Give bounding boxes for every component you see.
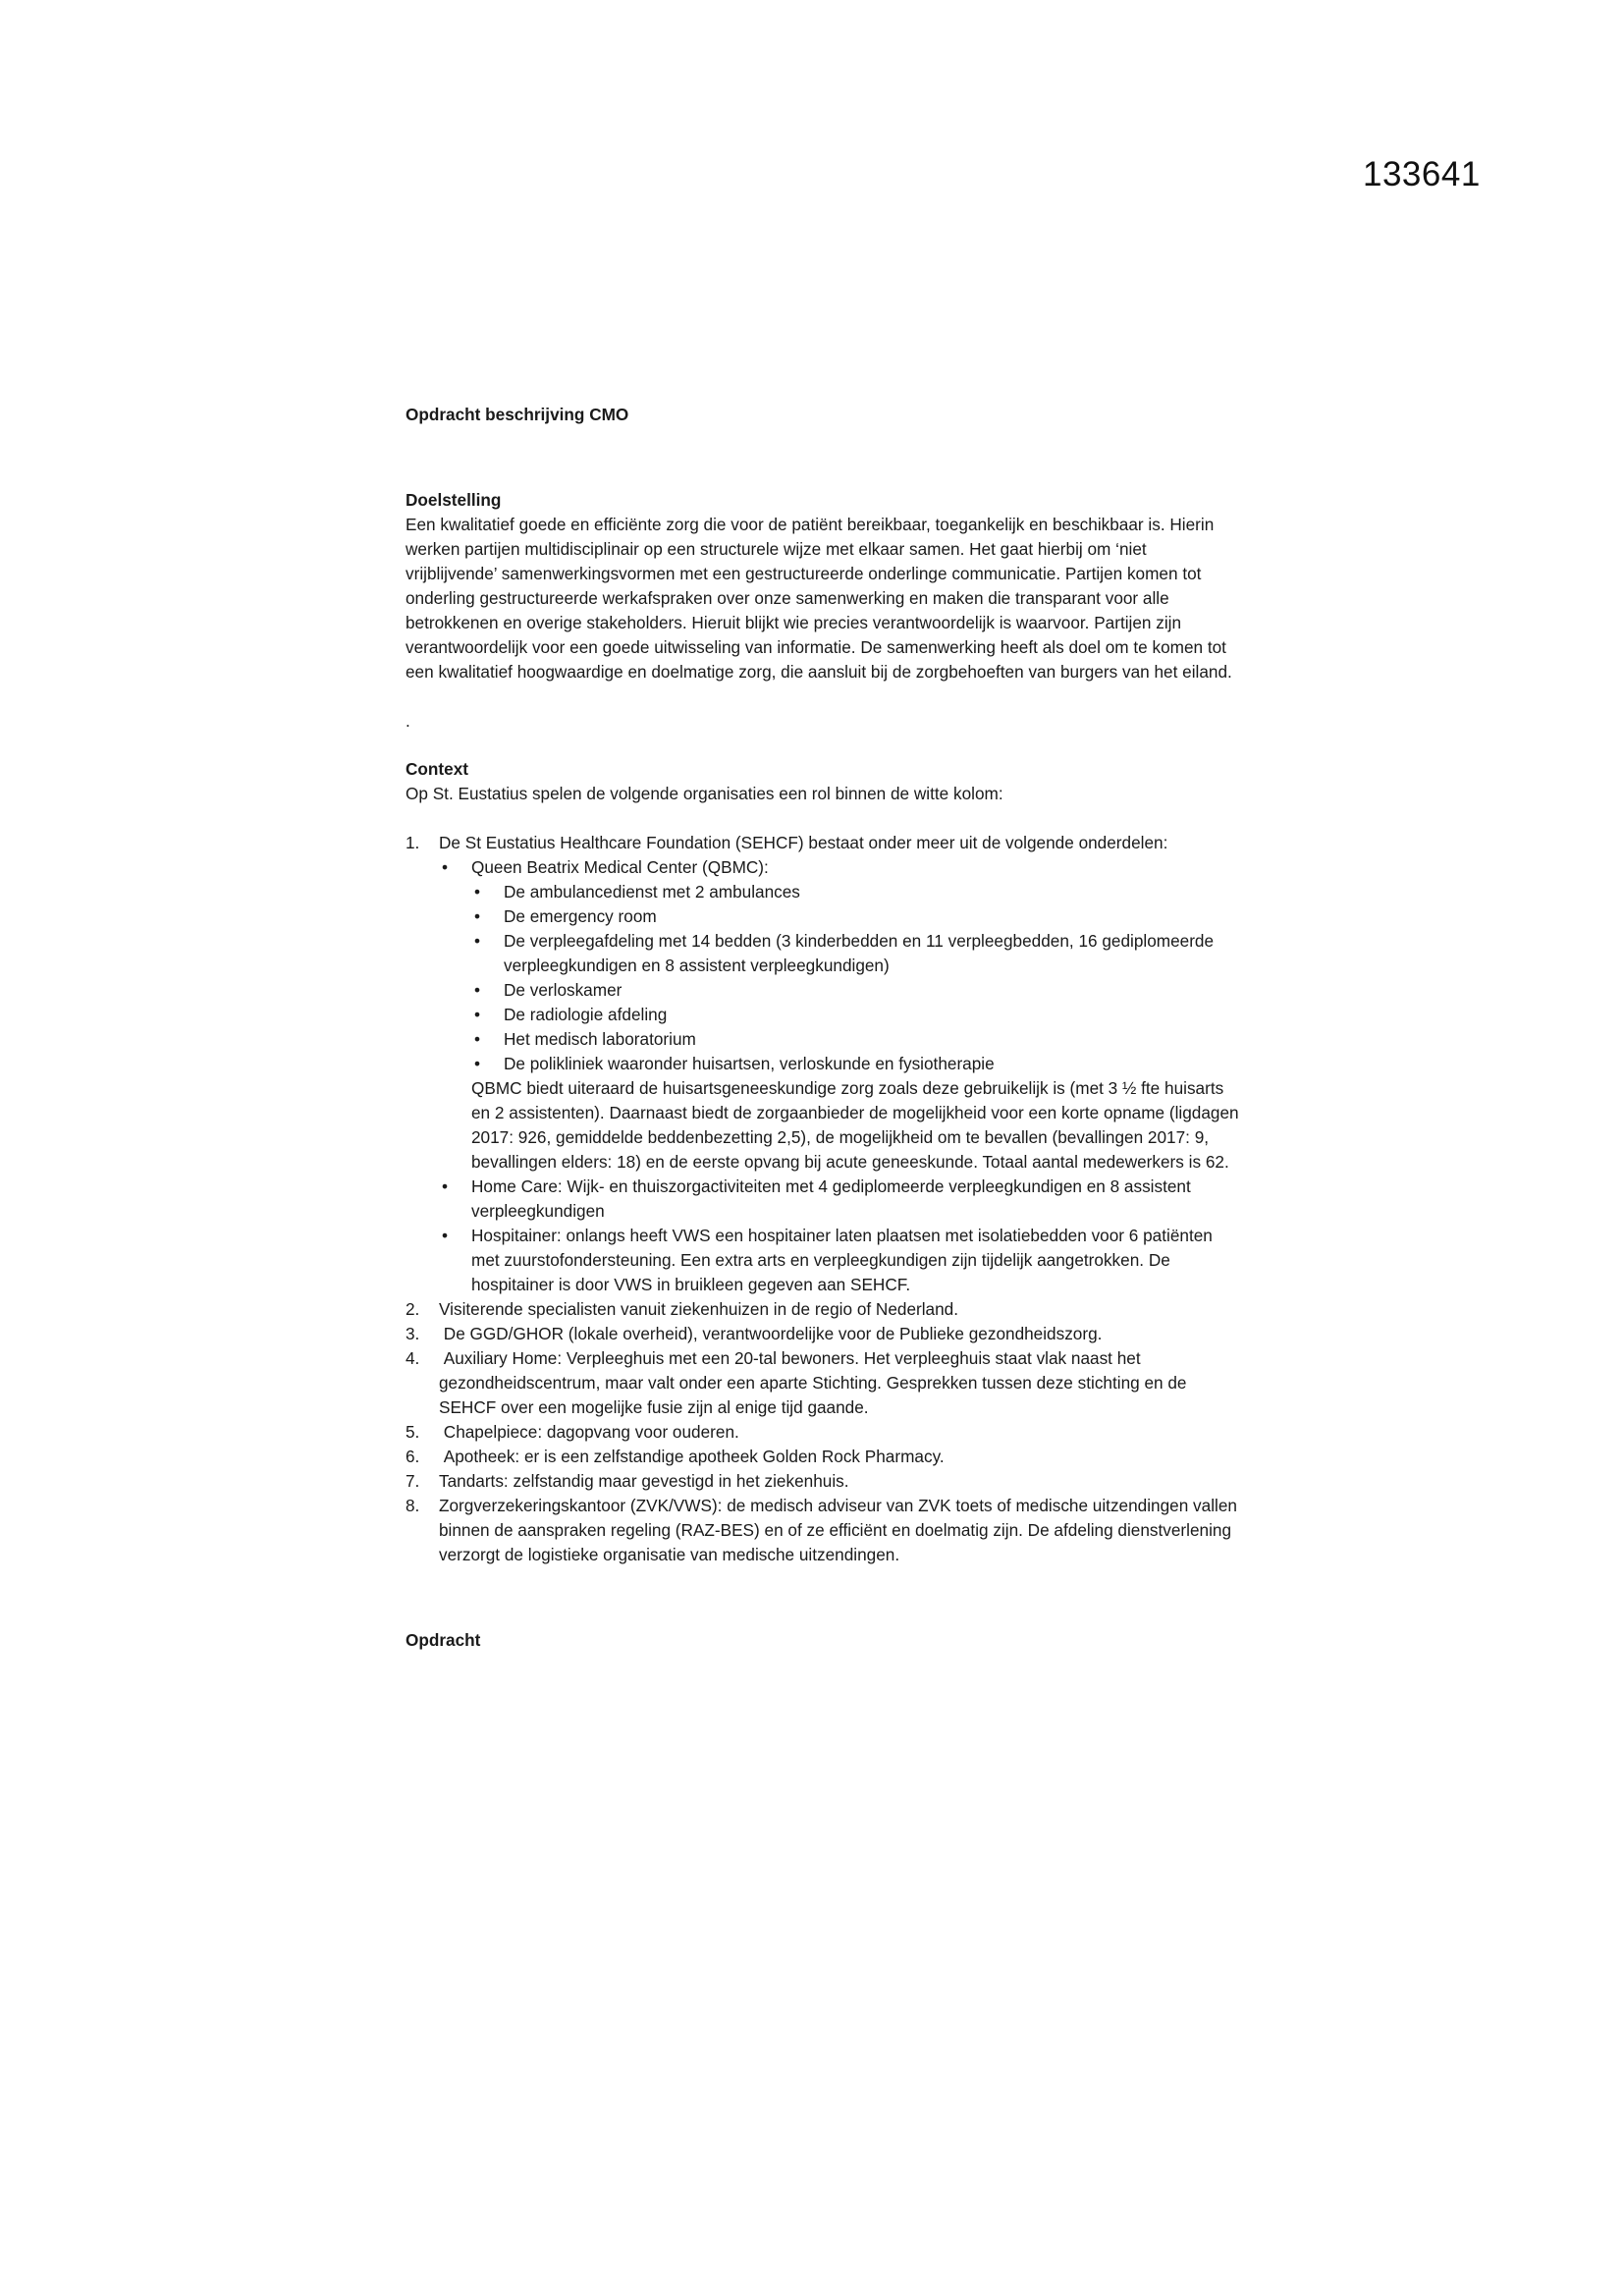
- list-item: [471, 1027, 1240, 1052]
- list-item: [471, 1052, 1240, 1076]
- list-number: 5.: [406, 1422, 420, 1442]
- list-number: 3.: [406, 1324, 420, 1343]
- list-number: 2.: [406, 1299, 420, 1319]
- list-item-text: De polikliniek waaronder huisartsen, verloskunde en fysiotherapie: [504, 1054, 995, 1073]
- list-item-text: De verpleegafdeling met 14 bedden (3 kinderbedden en 11 verpleegbedden, 16 gediplomeerde verpleegkundigen en 8 assistent verpleegkundigen): [504, 931, 1215, 975]
- list-item: [471, 929, 1240, 978]
- list-item-text: De radiologie afdeling: [504, 1005, 668, 1024]
- list-item-text: Hospitainer: onlangs heeft VWS een hospitainer laten plaatsen met isolatiebedden voor 6 patiënten met zuurstofondersteuning. Een extra arts en verpleegkundigen zijn tijdelijk aangetrokken. De hospitainer is door VWS in bruikleen gegeven aan SEHCF.: [471, 1226, 1213, 1294]
- qbmc-description: QBMC biedt uiteraard de huisartsgeneeskundige zorg zoals deze gebruikelijk is (met 3 ½ fte huisarts en 2 assistenten). Daarnaast biedt de zorgaanbieder de mogelijkheid voor een korte opname (ligdagen 2017: 926, gemiddelde beddenbezetting 2,5), de mogelijkheid om te bevallen (bevallingen 2017: 9, bevallingen elders: 18) en de eerste opvang bij acute geneeskunde. Totaal aantal medewerkers is 62.: [471, 1078, 1239, 1172]
- list-number: 1.: [406, 833, 420, 852]
- list-item-text: Visiterende specialisten vanuit ziekenhuizen in de regio of Nederland.: [439, 1299, 959, 1319]
- doelstelling-text: Een kwalitatief goede en efficiënte zorg die voor de patiënt bereikbaar, toegankelijk en beschikbaar is. Hierin werken partijen multidisciplinair op een structurele wijze met elkaar samen. Het gaat hierbij om ‘niet vrijblijvende’ samenwerkingsvormen met een gestructureerde onderlinge communicatie. Partijen komen tot onderling gestructureerde werkafspraken over onze samenwerking en maken die transparant voor alle betrokkenen en overige stakeholders. Hieruit blijkt wie precies verantwoordelijk is waarvoor. Partijen zijn verantwoordelijk voor een goede uitwisseling van informatie. De samenwerking heeft als doel om te komen tot een kwalitatief hoogwaardige en doelmatige zorg, die aansluit bij de zorgbehoeften van burgers van het eiland.: [406, 515, 1232, 682]
- list-item: [406, 1322, 1240, 1346]
- list-item: [406, 831, 1240, 1297]
- list-item: [471, 904, 1240, 929]
- list-item-text: Apotheek: er is een zelfstandige apotheek Golden Rock Pharmacy.: [439, 1447, 945, 1466]
- section-doelstelling: [406, 488, 1240, 684]
- list-item-text: Het medisch laboratorium: [504, 1029, 696, 1049]
- list-item-text: De ambulancedienst met 2 ambulances: [504, 882, 800, 902]
- list-number: 7.: [406, 1471, 420, 1491]
- list-item: [406, 1346, 1240, 1420]
- list-item: [406, 1297, 1240, 1322]
- heading-doelstelling: Doelstelling: [406, 490, 502, 510]
- list-item-text: De GGD/GHOR (lokale overheid), verantwoordelijke voor de Publieke gezondheidszorg.: [439, 1324, 1103, 1343]
- bullet-icon: •: [442, 1176, 449, 1196]
- sub-list: [439, 855, 1240, 1297]
- bullet-icon: •: [442, 1226, 449, 1245]
- section-context: [406, 757, 1240, 1567]
- list-item: [406, 1445, 1240, 1469]
- separator-dot: .: [406, 711, 410, 731]
- bullet-icon: •: [474, 931, 481, 951]
- list-item-text: Home Care: Wijk- en thuiszorgactiviteiten met 4 gediplomeerde verpleegkundigen en 8 assistent verpleegkundigen: [471, 1176, 1191, 1221]
- sub-sub-list: [471, 880, 1240, 1076]
- bullet-icon: •: [442, 857, 449, 877]
- list-item: [471, 880, 1240, 904]
- section-opdracht: [406, 1628, 1240, 1653]
- list-number: 4.: [406, 1348, 420, 1368]
- heading-context: Context: [406, 759, 468, 779]
- heading-opdracht: Opdracht: [406, 1630, 481, 1650]
- bullet-icon: •: [474, 1054, 481, 1073]
- list-number: 8.: [406, 1496, 420, 1515]
- list-item: [406, 1420, 1240, 1445]
- list-item-text: Zorgverzekeringskantoor (ZVK/VWS): de medisch adviseur van ZVK toets of medische uitzendingen vallen binnen de aanspraken regeling (RAZ-BES) en of ze efficiënt en doelmatig zijn. De afdeling dienstverlening verzorgt de logistieke organisatie van medische uitzendingen.: [439, 1496, 1237, 1564]
- bullet-icon: •: [474, 1029, 481, 1049]
- list-item-text: De verloskamer: [504, 980, 623, 1000]
- list-item: [406, 1469, 1240, 1494]
- list-item-text: De St Eustatius Healthcare Foundation (SEHCF) bestaat onder meer uit de volgende onderdelen:: [439, 833, 1168, 852]
- document-body: [406, 403, 1240, 1653]
- list-item: [471, 1003, 1240, 1027]
- bullet-icon: •: [474, 1005, 481, 1024]
- list-item-text: Chapelpiece: dagopvang voor ouderen.: [439, 1422, 739, 1442]
- context-intro: Op St. Eustatius spelen de volgende organisaties een rol binnen de witte kolom:: [406, 784, 1003, 803]
- list-item: [439, 1224, 1240, 1297]
- organisation-list: [406, 831, 1240, 1567]
- document-number: 133641: [1363, 155, 1481, 193]
- list-item-text: De emergency room: [504, 906, 657, 926]
- list-item-text: Auxiliary Home: Verpleeghuis met een 20-tal bewoners. Het verpleeghuis staat vlak naast het gezondheidscentrum, maar valt onder een aparte Stichting. Gesprekken tussen deze stichting en de SEHCF over een mogelijke fusie zijn al enige tijd gaande.: [439, 1348, 1192, 1417]
- list-item: [439, 855, 1240, 1175]
- list-item: [406, 1494, 1240, 1567]
- list-item: [439, 1175, 1240, 1224]
- bullet-icon: •: [474, 906, 481, 926]
- list-number: 6.: [406, 1447, 420, 1466]
- list-item: [471, 978, 1240, 1003]
- list-item-text: Queen Beatrix Medical Center (QBMC):: [471, 857, 769, 877]
- document-title: Opdracht beschrijving CMO: [406, 405, 629, 424]
- bullet-icon: •: [474, 882, 481, 902]
- bullet-icon: •: [474, 980, 481, 1000]
- list-item-text: Tandarts: zelfstandig maar gevestigd in het ziekenhuis.: [439, 1471, 849, 1491]
